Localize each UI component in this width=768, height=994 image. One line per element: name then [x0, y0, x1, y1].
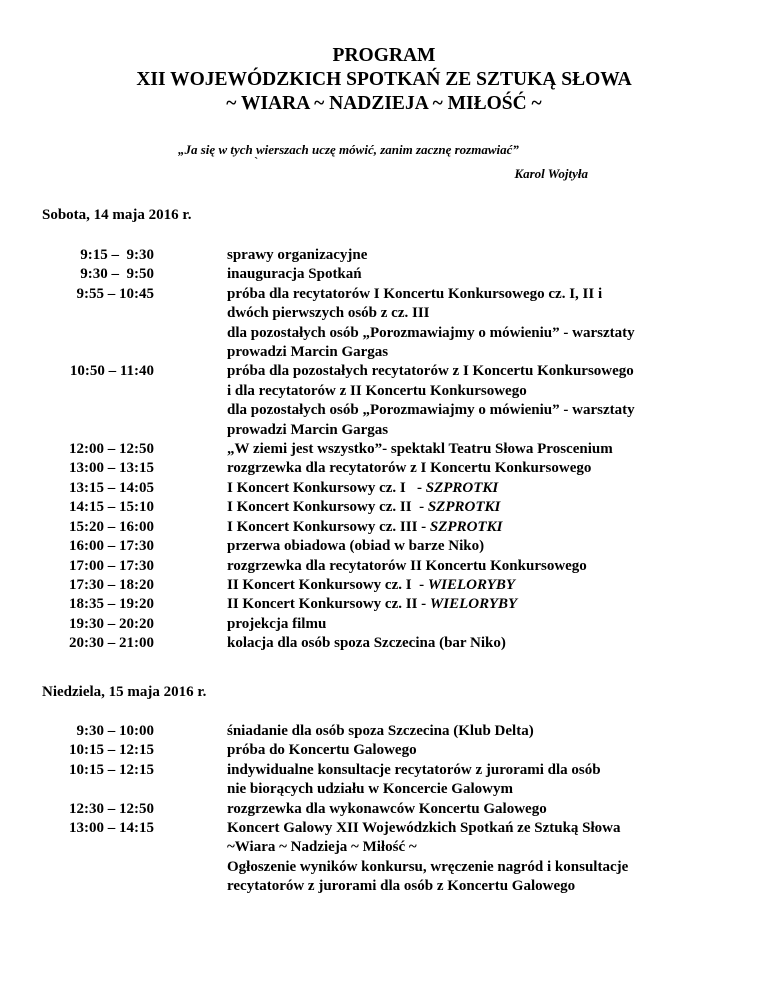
schedule-description — [227, 518, 732, 537]
schedule-row — [42, 479, 732, 498]
schedule-line: nie biorących udziału w Koncercie Galowym — [227, 781, 513, 798]
schedule-description — [227, 576, 732, 595]
schedule-row — [42, 741, 732, 760]
schedule-line: sprawy organizacyjne — [227, 247, 368, 263]
day2-schedule — [42, 722, 732, 897]
schedule-row — [42, 362, 732, 440]
title-line-event: XII WOJEWÓDZKICH SPOTKAŃ ZE SZTUKĄ SŁOWA — [136, 69, 632, 90]
schedule-row — [42, 634, 732, 653]
schedule-line: recytatorów z jurorami dla osób z Koncertu Galowego — [227, 878, 576, 895]
group-name: SZPROTKI — [429, 518, 503, 535]
schedule-row — [42, 285, 732, 363]
schedule-row — [42, 246, 732, 265]
schedule-description — [227, 479, 732, 498]
schedule-row — [42, 819, 732, 897]
schedule-line: próba do Koncertu Galowego — [227, 742, 417, 759]
schedule-time: 17:30 – 18:20 — [69, 576, 154, 593]
schedule-line: dla pozostałych osób „Porozmawiajmy o mówieniu” - warsztaty — [227, 324, 635, 341]
day1-heading: Sobota, 14 maja 2016 r. — [42, 207, 192, 223]
day2-heading: Niedziela, 15 maja 2016 r. — [42, 684, 207, 700]
schedule-row — [42, 557, 732, 576]
schedule-line: próba dla recytatorów I Koncertu Konkursowego cz. I, II i — [227, 285, 603, 302]
motto-quote: „Ja się w tych wierszach uczę mówić, zanim zacznę rozmawiać” — [178, 142, 519, 157]
schedule-description — [227, 498, 732, 517]
schedule-row — [42, 800, 732, 819]
schedule-line: przerwa obiadowa (obiad w barze Niko) — [227, 538, 485, 555]
schedule-row — [42, 459, 732, 478]
title-line-program: PROGRAM — [332, 45, 436, 66]
schedule-time: 20:30 – 21:00 — [69, 635, 154, 652]
schedule-description — [227, 440, 732, 459]
schedule-description — [227, 722, 732, 741]
schedule-description — [227, 761, 732, 800]
schedule-line: rozgrzewka dla recytatorów II Koncertu Konkursowego — [227, 557, 587, 574]
schedule-time: 13:00 – 14:15 — [69, 820, 154, 837]
schedule-line: indywidualne konsultacje recytatorów z jurorami dla osób — [227, 761, 601, 778]
schedule-line: Ogłoszenie wyników konkursu, wręczenie nagród i konsultacje — [227, 858, 629, 875]
concert-label: II Koncert Konkursowy cz. II - — [227, 596, 430, 613]
group-name: SZPROTKI — [427, 499, 501, 516]
schedule-time: 19:30 – 20:20 — [69, 615, 154, 632]
motto — [178, 142, 588, 182]
schedule-description — [227, 741, 732, 760]
schedule-description — [227, 285, 732, 363]
schedule-row — [42, 498, 732, 517]
schedule-time: 10:15 – 12:15 — [69, 761, 154, 778]
motto-author: Karol Wojtyła — [514, 166, 588, 181]
schedule-line — [227, 479, 732, 498]
schedule-line: prowadzi Marcin Gargas — [227, 421, 389, 438]
schedule-time: 17:00 – 17:30 — [69, 557, 154, 574]
schedule-line — [227, 576, 732, 595]
schedule-row — [42, 615, 732, 634]
schedule-time: 10:15 – 12:15 — [69, 742, 154, 759]
schedule-line: śniadanie dla osób spoza Szczecina (Klub Delta) — [227, 723, 534, 739]
program-title — [0, 44, 768, 116]
schedule-description — [227, 800, 732, 819]
schedule-line — [227, 595, 732, 614]
schedule-line: projekcja filmu — [227, 615, 327, 632]
schedule-description — [227, 459, 732, 478]
schedule-line: dla pozostałych osób „Porozmawiajmy o mówieniu” - warsztaty — [227, 402, 635, 419]
schedule-line: prowadzi Marcin Gargas — [227, 344, 389, 361]
motto-tick: ` — [254, 154, 259, 169]
concert-label: I Koncert Konkursowy cz. II - — [227, 499, 428, 516]
schedule-time: 16:00 – 17:30 — [69, 538, 154, 555]
title-line-theme: ~ WIARA ~ NADZIEJA ~ MIŁOŚĆ ~ — [226, 93, 542, 114]
schedule-line: Koncert Galowy XII Wojewódzkich Spotkań ze Sztuką Słowa — [227, 820, 621, 837]
schedule-time: 9:30 – 10:00 — [72, 723, 154, 739]
schedule-description — [227, 265, 732, 284]
schedule-description — [227, 615, 732, 634]
schedule-description — [227, 634, 732, 653]
schedule-line: „W ziemi jest wszystko”- spektakl Teatru Słowa Proscenium — [227, 441, 613, 458]
schedule-time: 18:35 – 19:20 — [69, 596, 154, 613]
schedule-row — [42, 722, 732, 741]
schedule-row — [42, 518, 732, 537]
schedule-time: 12:00 – 12:50 — [69, 441, 154, 458]
schedule-time: 9:55 – 10:45 — [72, 285, 154, 302]
schedule-time: 15:20 – 16:00 — [69, 518, 154, 535]
schedule-row — [42, 761, 732, 800]
schedule-row — [42, 265, 732, 284]
schedule-row — [42, 576, 732, 595]
schedule-line: próba dla pozostałych recytatorów z I Koncertu Konkursowego — [227, 363, 634, 380]
schedule-line: rozgrzewka dla wykonawców Koncertu Galowego — [227, 800, 547, 817]
schedule-line: inauguracja Spotkań — [227, 266, 362, 283]
schedule-time: 14:15 – 15:10 — [69, 499, 154, 516]
schedule-line: i dla recytatorów z II Koncertu Konkursowego — [227, 382, 527, 399]
schedule-line — [227, 498, 732, 517]
schedule-line: rozgrzewka dla recytatorów z I Koncertu Konkursowego — [227, 460, 592, 477]
schedule-time: 9:15 – 9:30 — [76, 247, 154, 263]
schedule-row — [42, 440, 732, 459]
schedule-description — [227, 362, 732, 440]
concert-label: I Koncert Konkursowy cz. III - — [227, 518, 430, 535]
schedule-time: 13:00 – 13:15 — [69, 460, 154, 477]
schedule-line: ~Wiara ~ Nadzieja ~ Miłość ~ — [227, 839, 417, 856]
schedule-line: kolacja dla osób spoza Szczecina (bar Niko) — [227, 635, 506, 652]
schedule-time: 12:30 – 12:50 — [69, 800, 154, 817]
schedule-description — [227, 557, 732, 576]
schedule-description — [227, 595, 732, 614]
concert-label: II Koncert Konkursowy cz. I - — [227, 576, 428, 593]
group-name: WIELORYBY — [427, 576, 516, 593]
group-name: SZPROTKI — [425, 479, 499, 496]
concert-label: I Koncert Konkursowy cz. I - — [227, 479, 426, 496]
schedule-row — [42, 595, 732, 614]
schedule-line: dwóch pierwszych osób z cz. III — [227, 305, 430, 322]
group-name: WIELORYBY — [429, 596, 518, 613]
schedule-time: 10:50 – 11:40 — [69, 363, 154, 380]
schedule-time: 13:15 – 14:05 — [69, 479, 154, 496]
schedule-row — [42, 537, 732, 556]
day1-schedule — [42, 246, 732, 654]
schedule-description — [227, 246, 732, 265]
schedule-line — [227, 518, 732, 537]
schedule-description — [227, 819, 732, 897]
schedule-description — [227, 537, 732, 556]
schedule-time: 9:30 – 9:50 — [76, 266, 154, 283]
